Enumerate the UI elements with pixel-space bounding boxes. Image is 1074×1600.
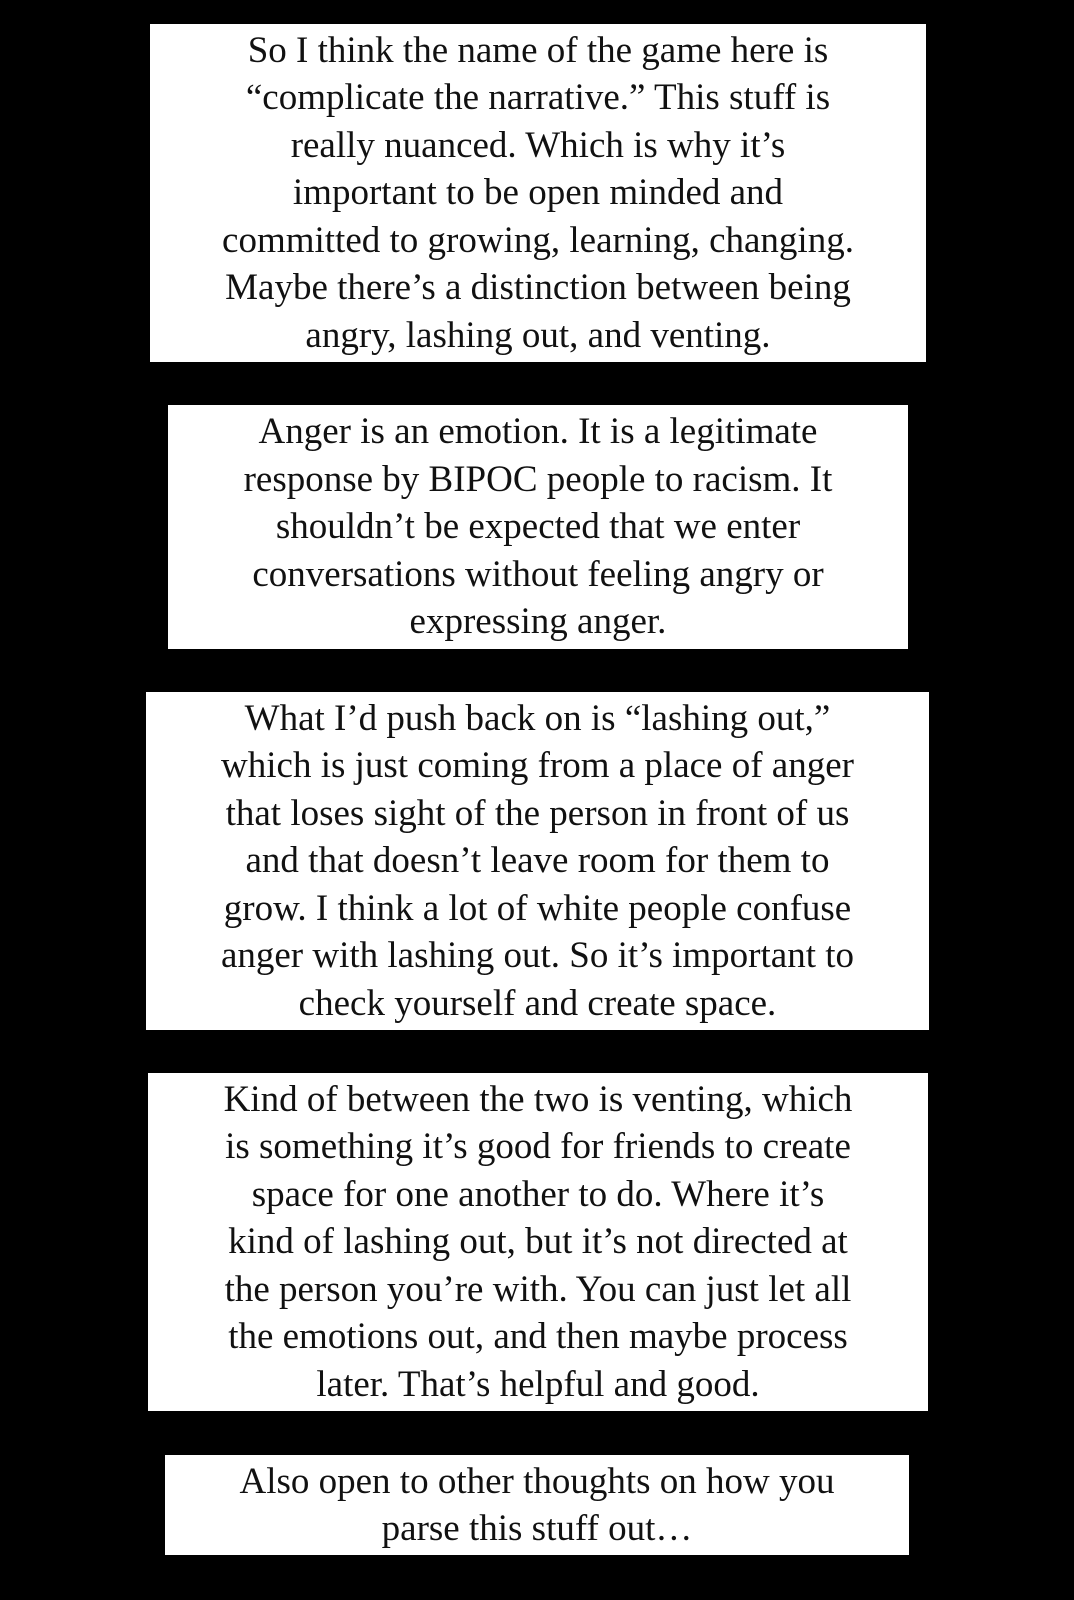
card-3-line: which is just coming from a place of anger [221, 745, 854, 787]
card-2-line: Anger is an emotion. It is a legitimate [258, 411, 818, 453]
card-3-text [221, 695, 854, 1028]
card-4-line: space for one another to do. Where it’s [251, 1173, 825, 1215]
card-1-line: committed to growing, learning, changing. [222, 219, 854, 261]
card-1-line: important to be open minded and [292, 172, 784, 214]
card-5-text [239, 1458, 834, 1553]
card-5-line: Also open to other thoughts on how you [239, 1460, 835, 1502]
card-4-line: is something it’s good for friends to create [225, 1126, 851, 1168]
card-3-line: What I’d push back on is “lashing out,” [244, 697, 831, 739]
text-card-2 [168, 405, 908, 649]
card-4-text [224, 1076, 853, 1409]
card-1-text [222, 27, 854, 360]
card-1-line: So I think the name of the game here is [247, 29, 829, 71]
card-2-text [244, 408, 833, 646]
card-2-line: conversations without feeling angry or [252, 553, 824, 595]
card-2-line: response by BIPOC people to racism. It [243, 458, 833, 500]
card-5-line: parse this stuff out… [381, 1508, 693, 1549]
card-1-line: really nuanced. Which is why it’s [290, 124, 786, 166]
card-4-line: later. That’s helpful and good. [316, 1363, 760, 1405]
card-4-line: kind of lashing out, but it’s not directed at [228, 1221, 848, 1263]
card-2-line: shouldn’t be expected that we enter [275, 506, 801, 548]
card-4-line: the person you’re with. You can just let all [224, 1268, 852, 1310]
card-3-line: grow. I think a lot of white people confuse [223, 887, 852, 929]
text-card-4 [148, 1073, 928, 1411]
card-2-line: expressing anger. [409, 601, 667, 643]
card-1-line: Maybe there’s a distinction between being [225, 267, 851, 309]
card-1-line: “complicate the narrative.” This stuff is [245, 77, 831, 119]
card-3-line: anger with lashing out. So it’s important to [220, 935, 855, 977]
card-4-line: Kind of between the two is venting, which [223, 1078, 853, 1120]
card-3-line: check yourself and create space. [298, 982, 777, 1024]
card-4-line: the emotions out, and then maybe process [228, 1316, 848, 1358]
card-3-line: and that doesn’t leave room for them to [245, 840, 830, 882]
text-card-3 [146, 692, 929, 1030]
card-1-line: angry, lashing out, and venting. [305, 314, 771, 356]
card-3-line: that loses sight of the person in front of us [225, 792, 850, 834]
text-card-5 [165, 1455, 909, 1555]
text-card-1 [150, 24, 926, 362]
